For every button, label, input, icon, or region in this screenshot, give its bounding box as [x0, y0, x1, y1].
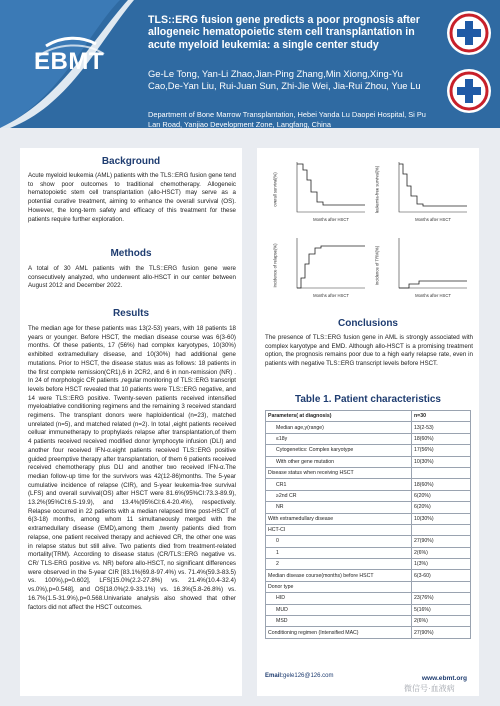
- table-cell-label: Disease status when receiving HSCT: [266, 467, 412, 478]
- table-body: [266, 422, 471, 638]
- table-cell-label: MUD: [266, 604, 412, 615]
- poster-title: TLS::ERG fusion gene predicts a poor prognosis after allogeneic hematopoietic stem cell transplantation in acute myeloid leukemia: a single center study: [148, 14, 420, 51]
- hospital-seal-icon: [446, 68, 492, 114]
- patient-characteristics-table: [265, 410, 471, 639]
- table-cell-label: With other gene mutation: [266, 456, 412, 467]
- table-cell-value: 27(90%): [412, 536, 471, 547]
- plot-ylabel: overall survival(%): [272, 172, 278, 207]
- table-row: [266, 422, 471, 433]
- table-row: [266, 593, 471, 604]
- table-cell-label: ≥2nd CR: [266, 490, 412, 501]
- trm-incidence-plot: [369, 232, 469, 298]
- table-row: [266, 559, 471, 570]
- table-cell-label: ≤18y: [266, 433, 412, 444]
- plot-xlabel: Months after HSCT: [313, 217, 349, 222]
- table-cell-label: NR: [266, 502, 412, 513]
- table-header-label: Parameters( at diagnosis): [266, 411, 412, 422]
- table-cell-label: CR1: [266, 479, 412, 490]
- table-row: [266, 433, 471, 444]
- table-cell-value: 6(20%): [412, 502, 471, 513]
- table-cell-value: 10(30%): [412, 456, 471, 467]
- table-cell-label: 1: [266, 547, 412, 558]
- table-row: [266, 604, 471, 615]
- table-row: [266, 467, 471, 478]
- plot-xlabel: Months after HSCT: [415, 217, 451, 222]
- table-cell-value: 27(90%): [412, 627, 471, 638]
- table-row: [266, 456, 471, 467]
- background-heading: Background: [101, 156, 161, 167]
- table-cell-label: Donor type: [266, 581, 412, 592]
- table-heading: Table 1. Patient characteristics: [295, 394, 441, 405]
- ebmt-logo-text: EBMT: [34, 48, 104, 75]
- right-column-panel: [257, 148, 479, 696]
- table-cell-value: 5(16%): [412, 604, 471, 615]
- table-header-row: [266, 411, 471, 422]
- table-cell-value: 17(56%): [412, 445, 471, 456]
- table-cell-value: 13(2-53): [412, 422, 471, 433]
- plot-xlabel: Months after HSCT: [415, 293, 451, 298]
- hospital-logo-icon: [446, 10, 492, 56]
- os-curve-svg: [267, 156, 367, 222]
- email-address: gele126@126.com: [283, 673, 334, 679]
- leukemia-free-survival-plot: [369, 156, 469, 222]
- table-row: [266, 627, 471, 638]
- plot-ylabel: Incidence of relapse(%): [272, 243, 278, 288]
- table-row: [266, 581, 471, 592]
- email-label: Email:: [265, 673, 284, 679]
- table-row: [266, 479, 471, 490]
- table-cell-value: 10(30%): [412, 513, 471, 524]
- table-row: [266, 445, 471, 456]
- table-cell-label: HID: [266, 593, 412, 604]
- affiliation: Department of Bone Marrow Transplantation, Hebei Yanda Lu Daopei Hospital, Si Pu Lan Road, Yanjiao Development Zone, Langfang, China: [148, 110, 426, 128]
- results-heading: Results: [112, 308, 150, 319]
- table-cell-value: [412, 467, 471, 478]
- table-row: [266, 502, 471, 513]
- table-cell-value: 18(60%): [412, 433, 471, 444]
- methods-heading: Methods: [110, 248, 152, 259]
- conclusions-heading: Conclusions: [337, 318, 398, 329]
- table-cell-value: 1(3%): [412, 559, 471, 570]
- table-cell-value: 18(60%): [412, 479, 471, 490]
- table-cell-label: With extramedullary disease: [266, 513, 412, 524]
- table-row: [266, 513, 471, 524]
- methods-text: A total of 30 AML patients with the TLS::ERG fusion gene were consecutively analyzed, who underwent allo-HSCT in our center between August 2012 and December 2022.: [28, 265, 236, 290]
- relapse-curve-svg: [267, 232, 367, 298]
- background-text: Acute myeloid leukemia (AML) patients with the TLS::ERG fusion gene tend to show poor outcomes to traditional chemotherapy. Allogeneic hematopoietic stem cell transplantation (allo-HSCT) may serve as a potential curative treatment, aiming to enhance the overall survival (OS). However, the long-term safety and efficacy of this treatment for these patients require further exploration.: [28, 172, 236, 223]
- lfs-curve-svg: [369, 156, 469, 222]
- table-row: [266, 616, 471, 627]
- table-cell-label: HCT-CI: [266, 524, 412, 535]
- contact-email: [265, 673, 333, 679]
- trm-curve-svg: [369, 232, 469, 298]
- poster-header: [0, 0, 500, 128]
- left-column-panel: [20, 148, 242, 696]
- relapse-incidence-plot: [267, 232, 367, 298]
- overall-survival-plot: [267, 156, 367, 222]
- author-list: Ge-Le Tong, Yan-Li Zhao,Jian-Ping Zhang,Min Xiong,Xing-Yu Cao,De-Yan Liu, Rui-Juan Sun, Zhi-Jie Wei, Jia-Rui Zhou, Yue Lu: [148, 68, 421, 91]
- table-row: [266, 536, 471, 547]
- website-link: www.ebmt.org: [421, 675, 467, 682]
- table-cell-value: [412, 581, 471, 592]
- table-cell-label: Cytogenetics: Complex karyotype: [266, 445, 412, 456]
- table-cell-value: 23(76%): [412, 593, 471, 604]
- plot-ylabel: leukemia-free survival(%): [374, 165, 380, 214]
- plot-ylabel: Incidence of TRM(%): [374, 245, 380, 286]
- table-cell-value: 6(20%): [412, 490, 471, 501]
- results-text: The median age for these patients was 13(2-53) years, with 18 patients 18 years or younger. Before HSCT, the median disease course was 6(3-60) months. Of these patients, 17 (56%) had complex karyotypes, 10(30%) exhibited extramedullary disease, and 10(30%) had additional gene mutations. Prior to HSCT, the disease status was as follows: 18 patients in the first complete remission(CR1),6 in 2CR2, and 6 in non-remission (NR) . In 24 of morphologic CR patients ,regular monitoring of TLS::ERG transcript levels before HSCT revealed that 10 patients were TLS::ERG negative, and 14 were TLS::ERG positive. Twenty-seven patients received intensified myeloablative conditioning regimens and the remaining 3 received standard regimens. The transplant donors were haploidentical (n=23), matched unrelated (n=5), and matched related (n=2). In total ,eight patients received celluar immunetherapy to prophylaxis relapse after transplantation,of them 4 patients received received modified donor lymphocyte infusion (DLI) and another four received IFN-α.eight patients received TLS::ERG positive guided preemptive therapy after transplantation, of them 6 patients received received chemotherapy plus DLI and another two received IFN-α.The median follow-up time for the survivors was 42(12-86)months. The 5-year cumulative incidence of relapse (CIR), and 5-year leukemia-free survival (LFS) and overall survival(OS) after HSCT were 81.6%(95%CI:73.3-89.9), 13.2%(95%CI:6.5-19.9), and 13.4%(95%CI:6.4-20.4%), respectively. Relapse occurred in 22 patients with a median relapsed time post-HSCT of 6(3-18) months, among whom 11 simultaneously merged with the extramedullary disease (EMD),among them ,twenty patients died from relapse, one patient received therapy and achieved CR, the other one was in relapse status but still alive. Two patients died from treatment-related mortality(TRM). According to disease status (CR/TLS::ERG negative vs. CR/ TLS-ERG positive vs. NR) before allo-HSCT, no significant differences were observed in the 5-year CIR [83.1%(69.8-97.4%) vs. 71.4%(59.3-83.5) vs. 100%),p=0.602], LFS[15.0%(2.2-27.8%) vs. 21.4%(10.4-32.4) vs.0%),p=0.548], and OS[18.0%(2.9-33.1%) vs. 16.3%(5.8-26.8%) vs. 16.7%(1.5-31.9%),p=0.568.Univariate analysis also showed that other factors did not affect the HSCT outcomes.: [28, 325, 236, 611]
- table-cell-label: Median age,y(range): [266, 422, 412, 433]
- table-header-value: n=30: [412, 411, 471, 422]
- table-cell-value: 6(3-60): [412, 570, 471, 581]
- plot-xlabel: Months after HSCT: [313, 293, 349, 298]
- watermark: 微信号·血液病: [404, 684, 455, 693]
- conclusions-text: The presence of TLS::ERG fusion gene in AML is strongly associated with complex karyotype and EMD. Although allo-HSCT is a promising treatment option, the prognosis remains poor due to a high early relapse rate, even in patients with negative TLS::ERG transcript levels before HSCT.: [265, 334, 473, 368]
- table-row: [266, 524, 471, 535]
- table-row: [266, 570, 471, 581]
- table-cell-label: Conditioning regimen (Intensified MAC): [266, 627, 412, 638]
- table-cell-label: 0: [266, 536, 412, 547]
- table-row: [266, 547, 471, 558]
- table-row: [266, 490, 471, 501]
- table-cell-value: 2(6%): [412, 547, 471, 558]
- table-cell-value: 2(6%): [412, 616, 471, 627]
- table-cell-label: Median disease course(months) before HSCT: [266, 570, 412, 581]
- table-cell-value: [412, 524, 471, 535]
- table-cell-label: MSD: [266, 616, 412, 627]
- table-cell-label: 2: [266, 559, 412, 570]
